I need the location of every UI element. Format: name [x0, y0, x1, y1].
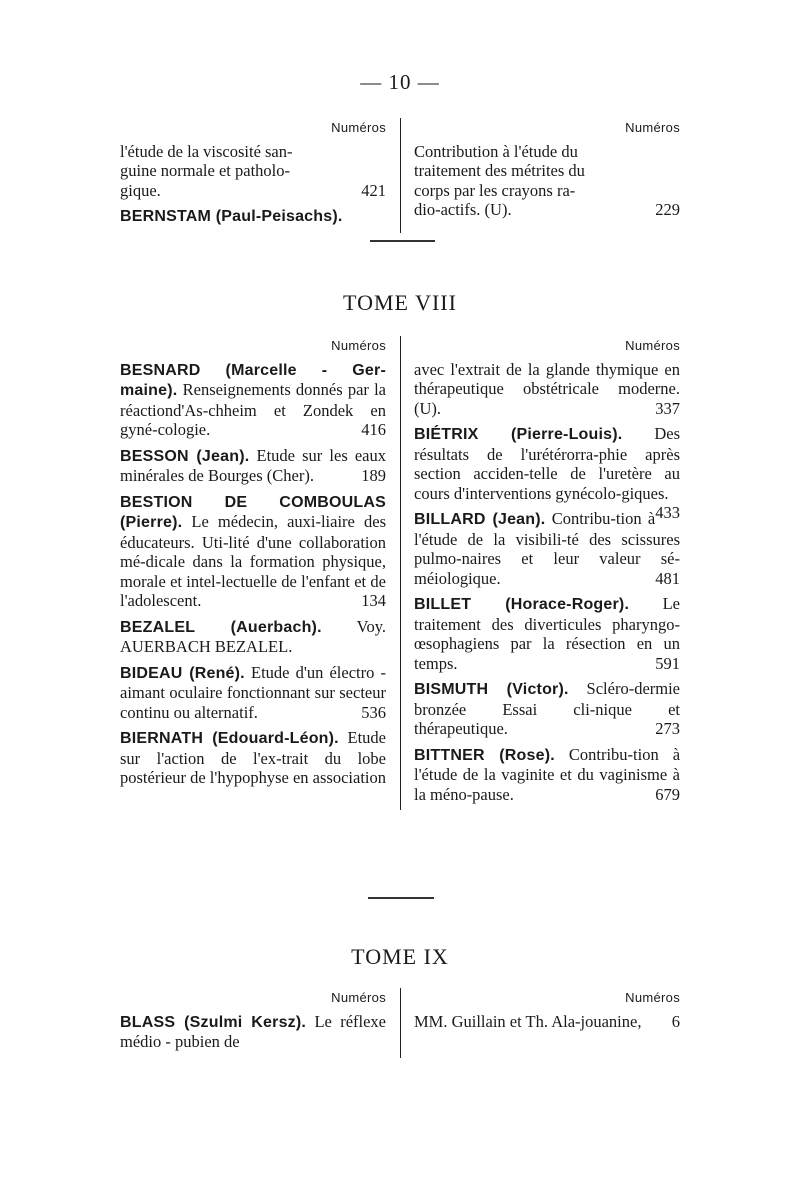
entry: [414, 745, 680, 805]
column-header: Numéros: [625, 990, 680, 1005]
entry: [120, 360, 386, 440]
entry-number: 433: [655, 503, 680, 522]
author-name: BITTNER (Rose).: [414, 746, 555, 764]
tome-viii-section: [120, 336, 680, 810]
entry-line: guine normale et patholo-: [120, 161, 290, 180]
entry-text: Le médecin, auxi-liaire des éducateurs. Uti-lité d'une collaboration mé-dicale dans la formation physique, morale et intel-lectuelle de l'enfant et de l'adolescent.: [120, 512, 386, 610]
entry-number: 679: [655, 784, 680, 804]
entry: [120, 1012, 386, 1052]
entry-number: 229: [655, 200, 680, 219]
entry-number: 481: [655, 568, 680, 588]
entry-line: gique.: [120, 180, 161, 200]
entry: [414, 1012, 680, 1032]
author-name: BILLARD (Jean).: [414, 511, 546, 528]
section-rule: [370, 240, 435, 242]
entry-line: dio-actifs. (U).: [414, 200, 512, 219]
entry-line: corps par les crayons ra-: [414, 180, 576, 200]
column-header: Numéros: [331, 120, 386, 135]
entry-number: 591: [655, 653, 680, 673]
author-name: BLASS (Szulmi Kersz).: [120, 1013, 307, 1031]
entry-text: avec l'extrait de la glande thymique en thérapeutique obstétricale moderne. (U).: [414, 359, 680, 418]
entry-number: 6: [671, 1011, 680, 1031]
entry-line: Contribution à l'étude du: [414, 141, 578, 161]
entry-text: Des résultats de l'urétérorra-phie après section acciden-telle de l'uretère au cours d'interventions gynécolo-giques.: [414, 424, 681, 503]
column-header: Numéros: [331, 338, 386, 353]
right-column: [400, 988, 680, 1058]
entry: [120, 728, 386, 788]
entry-text: Etude sur les eaux minérales de Bourges (Cher).: [120, 445, 387, 485]
author-name: BIERNATH (Edouard-Léon).: [120, 730, 339, 747]
top-section: [120, 118, 680, 233]
author-name: BIDEAU (René).: [120, 664, 245, 682]
tome-title: TOME VIII: [343, 290, 457, 315]
entry: [120, 617, 386, 657]
author-name-cont: maine).: [120, 382, 178, 399]
entry-line: l'étude de la viscosité san-: [120, 141, 293, 161]
right-column: [400, 118, 680, 233]
author-name: BISMUTH (Victor).: [414, 681, 569, 698]
entry: [120, 446, 386, 486]
author-name: BEZALEL (Auerbach).: [120, 618, 322, 636]
entry-number: 536: [361, 702, 386, 722]
entry: [414, 509, 680, 588]
entry-text: Contribu-tion à l'étude de la vaginite et du vaginisme à la méno-pause.: [414, 744, 681, 804]
entry: [414, 679, 680, 739]
entry-text: Etude sur l'action de l'ex-trait du lobe postérieur de l'hypophyse en association: [120, 728, 387, 787]
entry-text: Voy. AUERBACH BEZALEL.: [120, 616, 386, 656]
section-rule: [368, 897, 434, 899]
entry: [414, 142, 680, 220]
tome-ix-section: [120, 988, 680, 1058]
column-divider: [400, 988, 401, 1058]
entry-number: 189: [361, 466, 386, 485]
entry-text: Scléro-dermie bronzée Essai cli-nique et thérapeutique.: [414, 679, 681, 738]
right-column: [400, 336, 680, 810]
entry: [120, 663, 386, 723]
author-name: BILLET (Horace-Roger).: [414, 596, 630, 613]
entry: [120, 492, 386, 611]
column-header: Numéros: [331, 990, 386, 1005]
entry-text: Contribu-tion à l'étude de la visibili-té des scissures pulmo-naires et leur valeur sé-méiologique.: [414, 509, 680, 588]
entry-number: 421: [361, 180, 386, 200]
tome-title: TOME IX: [351, 944, 449, 969]
author-name: BIÉTRIX (Pierre-Louis).: [414, 426, 623, 443]
author-name: BESNARD (Marcelle - Ger-: [120, 361, 386, 379]
entry-text: Renseignements donnés par la réactiond'As-chheim et Zondek en gyné-cologie.: [120, 380, 387, 439]
author-name-cont: (Pierre).: [120, 514, 183, 531]
column-divider: [400, 118, 401, 233]
author-name: BESTION DE COMBOULAS: [120, 493, 386, 511]
left-column: [120, 336, 400, 810]
column-header: Numéros: [625, 338, 680, 353]
entry-text: Le traitement des diverticules pharyngo-œsophagiens par la résection en un temps.: [414, 594, 680, 673]
author-name: BERNSTAM (Paul-Peisachs).: [120, 208, 343, 225]
entry-number: 337: [655, 398, 680, 418]
entry: [414, 360, 680, 419]
entry-line: traitement des métrites du: [414, 161, 585, 180]
entry-number: 134: [361, 591, 386, 610]
entry: [120, 142, 386, 201]
entry: [414, 594, 680, 673]
author-name: BESSON (Jean).: [120, 447, 250, 465]
entry-number: 273: [655, 719, 680, 738]
left-column: [120, 118, 400, 233]
column-header: Numéros: [625, 120, 680, 135]
entry-text: Le réflexe médio - pubien de: [120, 1011, 387, 1051]
left-column: [120, 988, 400, 1058]
column-divider: [400, 336, 401, 810]
entry-number: 416: [361, 420, 386, 439]
entry-text: MM. Guillain et Th. Ala-jouanine,: [414, 1011, 642, 1031]
page-number: — 10 —: [360, 70, 440, 94]
entry-text: Etude d'un électro - aimant oculaire fonctionnant sur secteur continu ou alternatif.: [120, 662, 387, 722]
